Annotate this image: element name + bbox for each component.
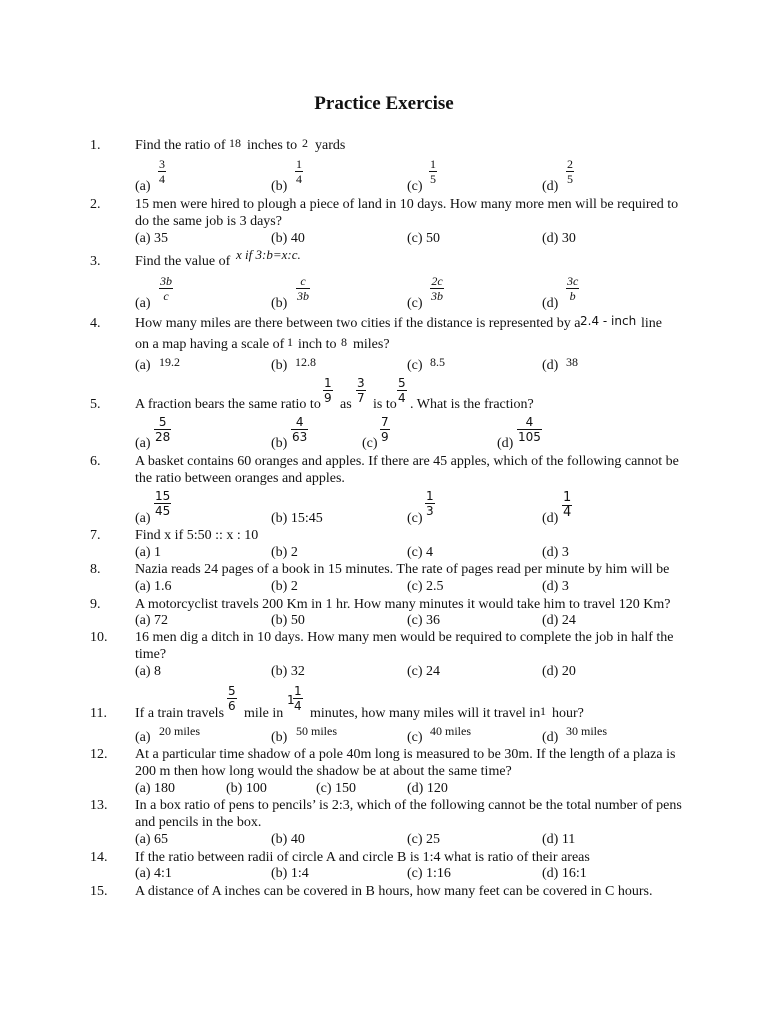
option-a: (a) 180 (135, 781, 176, 796)
option-d: (d) 16:1 (542, 866, 587, 881)
option-label: (c) (407, 358, 423, 373)
option-label: (c) (407, 179, 423, 194)
question-text: on a map having a scale of (135, 337, 285, 352)
option-c-fraction: $\frac{7}{9}$ (381, 415, 389, 444)
option-b: (b) 2 (271, 545, 298, 560)
value: 18 (229, 136, 241, 150)
question-number: 1. (90, 138, 101, 153)
option-c-fraction: $\frac{1}{3}$ (426, 489, 434, 518)
question-number: 7. (90, 528, 101, 543)
option-a: (a) 1 (135, 545, 162, 560)
option-d: (d) 3 (542, 579, 569, 594)
option-label: (b) (271, 436, 288, 451)
fraction: $\frac{3}{7}$ (357, 376, 365, 405)
question-text: 15 men were hired to plough a piece of land in 10 days. How many more men will be required to (135, 197, 679, 212)
math-expression: x if 3:b=x:c. (236, 247, 301, 262)
option-label: (a) (135, 730, 151, 745)
option-label: (b) (271, 296, 288, 311)
option-label: (a) (135, 511, 151, 526)
option-d: (d) 24 (542, 613, 576, 628)
question-number: 6. (90, 454, 101, 469)
option-label: (c) (407, 511, 423, 526)
option-c: (c) 4 (407, 545, 434, 560)
question-text: time? (135, 647, 167, 662)
option-c: (c) 150 (316, 781, 357, 796)
option-c-fraction: $\frac{2c}{3b}$ (431, 274, 443, 303)
question-number: 8. (90, 562, 101, 577)
question-text: A fraction bears the same ratio to (135, 397, 321, 412)
option-label: (d) (542, 296, 559, 311)
option-d-fraction: $\frac{1}{4}$ (563, 490, 572, 520)
page-title: Practice Exercise (314, 93, 454, 114)
option-label: (c) (407, 296, 423, 311)
option-label: (c) (362, 436, 378, 451)
option-b-fraction: $\frac{4}{63}$ (292, 415, 308, 444)
option-d: (d) 3 (542, 545, 569, 560)
option-c: (c) 1:16 (407, 866, 451, 881)
question-text: Find the value of (135, 254, 231, 269)
question-number: 4. (90, 316, 101, 331)
option-a: (a) 1.6 (135, 579, 172, 594)
question-text: If the ratio between radii of circle A and circle B is 1:4 what is ratio of their areas (135, 850, 590, 865)
option-label: (d) (542, 358, 559, 373)
option-label: (a) (135, 436, 151, 451)
option-c: (c) 36 (407, 613, 441, 628)
option-label: (b) (271, 358, 288, 373)
question-number: 5. (90, 397, 101, 412)
option-d: (d) 30 (542, 231, 576, 246)
option-d-value: 30 miles (566, 724, 607, 738)
option-b: (b) 1:4 (271, 866, 309, 881)
option-a: (a) 65 (135, 832, 169, 847)
option-a-fraction: $\frac{5}{28}$ (155, 415, 171, 444)
option-label: (d) (542, 730, 559, 745)
question-text: yards (315, 138, 346, 153)
question-number: 3. (90, 254, 101, 269)
option-c: (c) 50 (407, 231, 441, 246)
option-d: (d) 11 (542, 832, 576, 847)
option-label: (b) (271, 730, 288, 745)
option-label: (a) (135, 358, 151, 373)
question-text: inches to (247, 138, 298, 153)
option-a: (a) 72 (135, 613, 169, 628)
question-number: 12. (90, 747, 108, 762)
option-c-value: 40 miles (430, 724, 471, 738)
option-a: (a) 8 (135, 664, 162, 679)
option-a-fraction: $\frac{3b}{c}$ (160, 274, 172, 303)
question-text: hour? (552, 706, 584, 721)
question-text: 16 men dig a ditch in 10 days. How many men would be required to complete the job in half the (135, 630, 674, 645)
question-text: minutes, how many miles will it travel in (310, 706, 541, 721)
option-b: (b) 40 (271, 832, 305, 847)
value: 8 (341, 335, 347, 349)
question-text: do the same job is 3 days? (135, 214, 282, 229)
option-b: (b) 40 (271, 231, 305, 246)
question-text: . What is the fraction? (410, 397, 534, 412)
question-text: and pencils in the box. (135, 815, 262, 830)
question-text: as (340, 397, 352, 412)
option-label: (d) (497, 436, 514, 451)
question-text: miles? (353, 337, 390, 352)
mixed-number-whole: 1 (287, 693, 295, 707)
question-number: 14. (90, 850, 108, 865)
question-text: Nazia reads 24 pages of a book in 15 minutes. The rate of pages read per minute by him will be (135, 562, 670, 577)
question-number: 11. (90, 706, 107, 721)
fraction: $\frac{1}{9}$ (324, 376, 332, 405)
value: 2 (302, 136, 308, 150)
option-label: (a) (135, 179, 151, 194)
option-b-fraction: $\frac{c}{3b}$ (297, 274, 309, 303)
option-d: (d) 20 (542, 664, 576, 679)
option-a: (a) 4:1 (135, 866, 172, 881)
question-text: A basket contains 60 oranges and apples. If there are 45 apples, which of the following cannot be (135, 454, 679, 469)
question-text: is to (373, 397, 397, 412)
question-text: At a particular time shadow of a pole 40m long is measured to be 30m. If the length of a plaza is (135, 747, 676, 762)
option-b: (b) 50 (271, 613, 305, 628)
question-text: A distance of A inches can be covered in B hours, how many feet can be covered in C hours. (135, 884, 653, 899)
option-c-fraction: $\frac{1}{5}$ (430, 157, 436, 186)
fraction: $\frac{5}{4}$ (398, 376, 406, 405)
question-text: 200 m then how long would the shadow be at about the same time? (135, 764, 512, 779)
option-b: (b) 100 (226, 781, 267, 796)
option-d-fraction: $\frac{2}{5}$ (567, 157, 573, 186)
option-label: (a) (135, 296, 151, 311)
option-label: (b) (271, 179, 288, 194)
question-number: 13. (90, 798, 108, 813)
question-text: Find x if 5:50 :: x : 10 (135, 528, 259, 543)
option-a-fraction: $\frac{15}{45}$ (155, 489, 171, 518)
option-a: (a) 35 (135, 231, 169, 246)
option-c: (c) 2.5 (407, 579, 444, 594)
question-number: 10. (90, 630, 108, 645)
question-number: 9. (90, 597, 101, 612)
question-text: A motorcyclist travels 200 Km in 1 hr. How many minutes it would take him to travel 120 Km? (135, 597, 671, 612)
fraction: $\frac{1}{4}$ (294, 684, 302, 713)
option-b-fraction: $\frac{1}{4}$ (296, 157, 302, 186)
question-text: How many miles are there between two cities if the distance is represented by a (135, 316, 581, 331)
option-d-fraction: $\frac{3c}{b}$ (567, 274, 579, 303)
option-c-value: 8.5 (430, 355, 445, 369)
option-a-value: 20 miles (159, 724, 200, 738)
fraction: $\frac{5}{6}$ (228, 684, 236, 713)
option-c: (c) 25 (407, 832, 441, 847)
option-a-fraction: $\frac{3}{4}$ (159, 157, 165, 186)
option-d: (d) 120 (407, 781, 448, 796)
option-label: (d) (542, 179, 559, 194)
question-text: Find the ratio of (135, 138, 226, 153)
question-text: If a train travels (135, 706, 225, 721)
question-number: 15. (90, 884, 108, 899)
option-d-fraction: $\frac{4}{105}$ (518, 415, 541, 444)
value: 2.4 - inch (580, 314, 637, 328)
question-text: the ratio between oranges and apples. (135, 471, 345, 486)
option-b-value: 50 miles (296, 724, 337, 738)
option-label: (c) (407, 730, 423, 745)
question-text: inch to (298, 337, 337, 352)
option-b: (b) 32 (271, 664, 305, 679)
option-d-value: 38 (566, 355, 578, 369)
option-b-value: 12.8 (295, 355, 316, 369)
question-text: mile in (244, 706, 284, 721)
value: 1 (287, 335, 293, 349)
value: 1 (540, 704, 546, 718)
option-b: (b) 2 (271, 579, 298, 594)
question-text: line (641, 316, 662, 331)
option-label: (d) (542, 511, 559, 526)
question-text: In a box ratio of pens to pencils’ is 2:3, which of the following cannot be the total number of pens (135, 798, 682, 813)
question-number: 2. (90, 197, 101, 212)
option-c: (c) 24 (407, 664, 441, 679)
option-a-value: 19.2 (159, 355, 180, 369)
option-b: (b) 15:45 (271, 511, 323, 526)
